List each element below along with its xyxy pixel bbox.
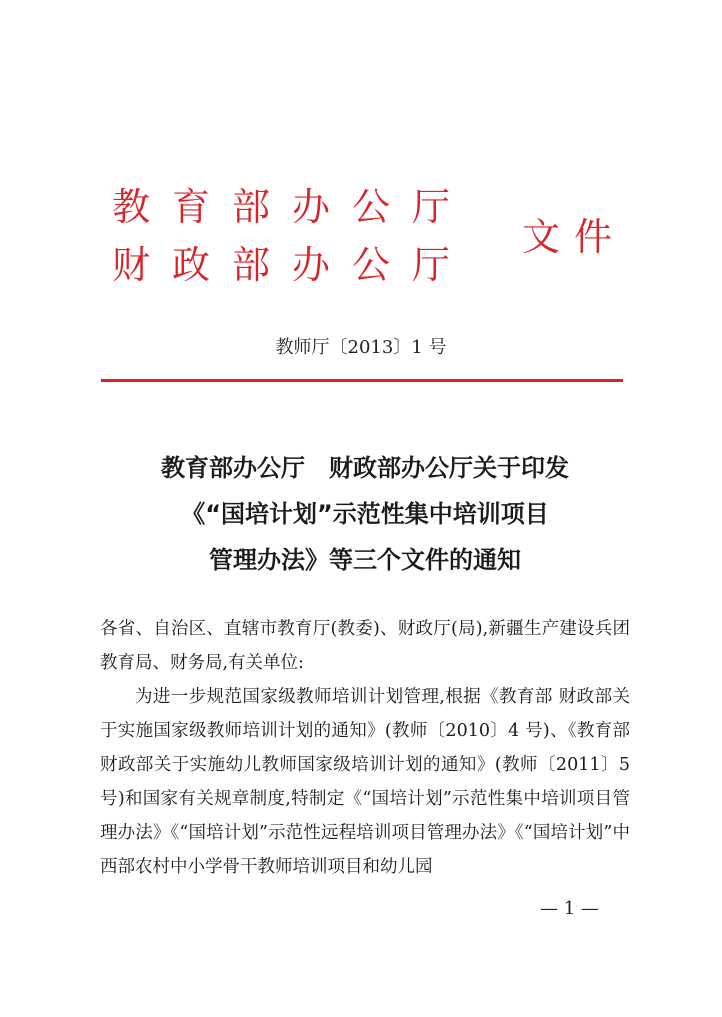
issuer-line-ministry-of-education: 教育部办公厅 [112, 185, 473, 229]
page-number: — 1 — [540, 898, 599, 919]
document-title [100, 445, 630, 583]
salutation: 各省、自治区、直辖市教育厅(教委)、财政厅(局),新疆生产建设兵团教育局、财务局,有关单位: [100, 619, 630, 673]
issuer-header [112, 180, 632, 290]
document-number: 教师厅〔2013〕1 号 [275, 337, 447, 358]
body-paragraph: 为进一步规范国家级教师培训计划管理,根据《教育部 财政部关于实施国家级教师培训计划的通知》(教师〔2010〕4 号)、《教育部 财政部关于实施幼儿教师国家级培训计划的通知》(教师〔2011〕5 号)和国家有关规章制度,特制定《“国培计划”示范性集中培训项目管理办法》《“国培计划”示范性远程培训项目管理办法》《“国培计划”中西部农村中小学骨干教师培训项目和幼儿园 [100, 687, 630, 877]
title-line-1: 教育部办公厅 财政部办公厅关于印发 [161, 454, 569, 482]
issuer-suffix: 文件 [522, 215, 627, 259]
document-body [100, 612, 630, 884]
red-header-rule [101, 379, 623, 382]
title-line-2: 《“国培计划”示范性集中培训项目 [181, 500, 549, 528]
title-line-3: 管理办法》等三个文件的通知 [209, 546, 521, 574]
issuer-line-ministry-of-finance: 财政部办公厅 [112, 243, 473, 287]
